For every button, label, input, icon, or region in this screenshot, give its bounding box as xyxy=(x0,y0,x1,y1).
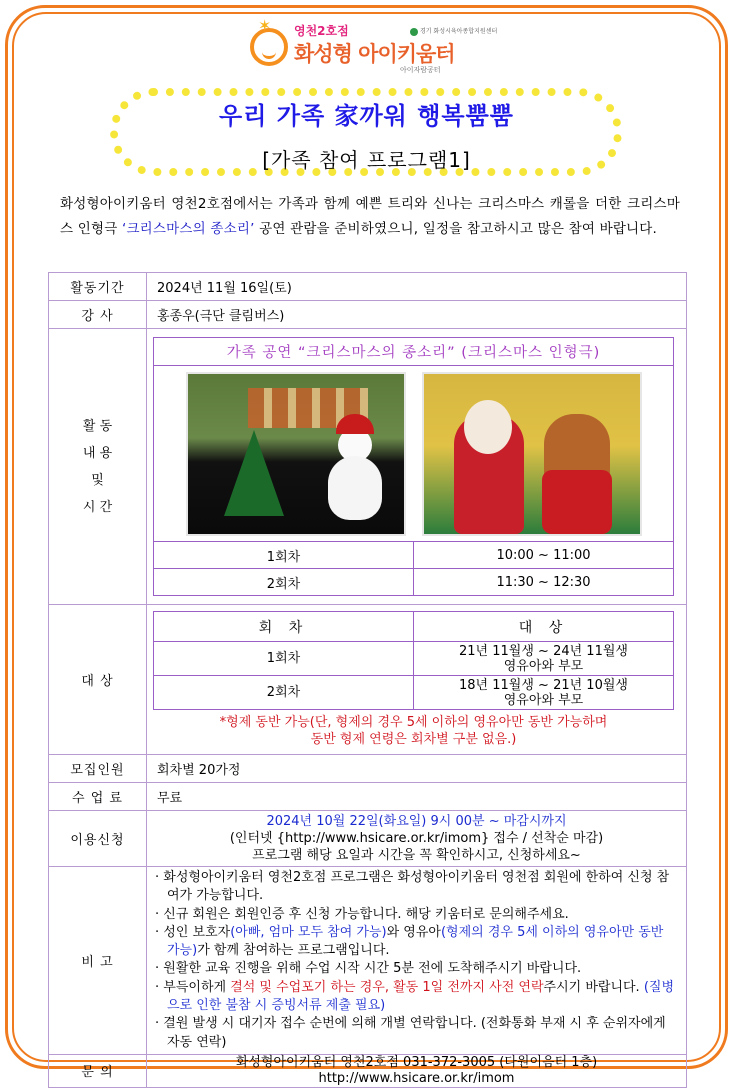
activity-label-line: 활 동 xyxy=(82,418,113,434)
contact-info: 화성형아이키움터 영천2호점 031-372-3005 (다원이음터 1층) xyxy=(235,1054,598,1070)
target-cell xyxy=(147,605,687,755)
activity-label-line: 내 용 xyxy=(82,445,113,461)
activity-table xyxy=(153,337,674,596)
recruit-value: 회차별 20가정 xyxy=(147,755,687,783)
remark-membership: · 화성형아이키움터 영천2호점 프로그램은 화성형아이키움터 영천점 회원에 한하여 신청 참여가 가능합니다. xyxy=(155,870,670,904)
target-head-session: 회 차 xyxy=(154,612,414,642)
apply-method: (인터넷 {http://www.hsicare.or.kr/imom} 접수 / 선착순 마감) xyxy=(229,831,604,846)
recruit-label: 모집인원 xyxy=(49,755,147,783)
remark-new-member: · 신규 회원은 회원인증 후 신청 가능합니다. 해당 키움터로 문의해주세요. xyxy=(155,906,569,922)
activity-cell xyxy=(147,329,687,605)
org-mark-icon xyxy=(410,28,418,36)
intro-paragraph xyxy=(60,192,680,242)
sibling-note-line1: *형제 동반 가능(단, 형제의 경우 5세 이하의 영유아만 동반 가능하며 xyxy=(219,715,608,730)
session-time: 10:00 ~ 11:00 xyxy=(414,542,674,569)
target-age-range: 21년 11월생 ~ 24년 11월생 xyxy=(459,643,628,659)
logo-branch: 영천2호점 xyxy=(294,24,349,38)
activity-label xyxy=(49,329,147,605)
photo-row xyxy=(154,366,674,542)
target-session: 1회차 xyxy=(154,642,414,676)
remark-waitlist: · 결원 발생 시 대기자 접수 순번에 의해 개별 연락합니다. (전화통화 부재 시 후 순위자에게 자동 연락) xyxy=(155,1016,666,1050)
apply-label: 이용신청 xyxy=(49,811,147,867)
star-icon: ✶ xyxy=(258,16,272,35)
session-name: 2회차 xyxy=(154,569,414,596)
intro-highlight: ‘크리스마스의 종소리’ xyxy=(121,221,255,237)
logo xyxy=(250,16,498,74)
activity-label-line: 및 xyxy=(91,472,104,488)
page-title: 우리 가족 家까워 행복뿜뿜 xyxy=(219,102,514,130)
fee-label: 수 업 료 xyxy=(49,783,147,811)
logo-sub: 아이자람공터 xyxy=(400,66,441,74)
target-session: 2회차 xyxy=(154,676,414,710)
sibling-note xyxy=(153,710,674,748)
instructor-label: 강 사 xyxy=(49,301,147,329)
org-name: 경기 화성시육아종합지원센터 xyxy=(420,28,498,35)
target-who: 영유아와 부모 xyxy=(503,692,584,708)
target-age xyxy=(414,676,674,710)
target-age-range: 18년 11월생 ~ 21년 10월생 xyxy=(459,677,628,693)
target-table xyxy=(153,611,674,710)
period-value: 2024년 11월 16일(토) xyxy=(147,273,687,301)
apply-cell xyxy=(147,811,687,867)
contact-url[interactable]: http://www.hsicare.or.kr/imom xyxy=(318,1070,515,1086)
intro-text: 화성형아이키움터 영천2호점에서는 가족과 함께 예쁜 트리와 신나는 크리스마스 캐롤을 더한 크리스마스 인형극 xyxy=(60,196,680,237)
remark-arrival: · 원활한 교육 진행을 위해 수업 시작 시간 5분 전에 도착해주시기 바랍니다. xyxy=(155,961,582,977)
period-label: 활동기간 xyxy=(49,273,147,301)
remark-absence: · 부득이하게 결석 및 수업포기 하는 경우, 활동 1일 전까지 사전 연락주시기 바랍니다. (질병으로 인한 불참 시 증빙서류 제출 필요) xyxy=(155,979,675,1014)
apply-date: 2024년 10월 22일(화요일) 9시 00분 ~ 마감시까지 xyxy=(266,814,567,829)
org-logo xyxy=(410,26,497,36)
page-subtitle: [가족 참여 프로그램1] xyxy=(262,148,471,172)
santa-reindeer-photo xyxy=(422,372,642,536)
intro-text-end: 공연 관람을 준비하였으니, 일정을 참고하시고 많은 참여 바랍니다. xyxy=(254,221,658,237)
target-label: 대 상 xyxy=(49,605,147,755)
fee-value: 무료 xyxy=(147,783,687,811)
sibling-note-line2: 동반 형제 연령은 회차별 구분 없음.) xyxy=(310,732,517,747)
program-table xyxy=(48,272,687,1088)
session-time: 11:30 ~ 12:30 xyxy=(414,569,674,596)
show-banner: 가족 공연 “크리스마스의 종소리” (크리스마스 인형극) xyxy=(154,338,674,366)
contact-label: 문 의 xyxy=(49,1054,147,1087)
logo-name: 화성형 아이키움터 xyxy=(294,42,455,66)
remarks-label: 비 고 xyxy=(49,867,147,1055)
activity-label-line: 시 간 xyxy=(82,499,113,515)
remarks-cell xyxy=(147,867,687,1055)
remark-participants: · 성인 보호자(아빠, 엄마 모두 참여 가능)와 영유아(형제의 경우 5세 이하의 영유아만 동반 가능)가 함께 참여하는 프로그램입니다. xyxy=(155,924,664,959)
target-head-target: 대 상 xyxy=(414,612,674,642)
contact-cell xyxy=(147,1054,687,1087)
instructor-value: 홍종우(극단 클림버스) xyxy=(147,301,687,329)
christmas-tree-photo xyxy=(186,372,406,536)
target-age xyxy=(414,642,674,676)
target-who: 영유아와 부모 xyxy=(503,658,584,674)
session-name: 1회차 xyxy=(154,542,414,569)
apply-notice: 프로그램 해당 요일과 시간을 꼭 확인하시고, 신청하세요~ xyxy=(252,848,581,863)
